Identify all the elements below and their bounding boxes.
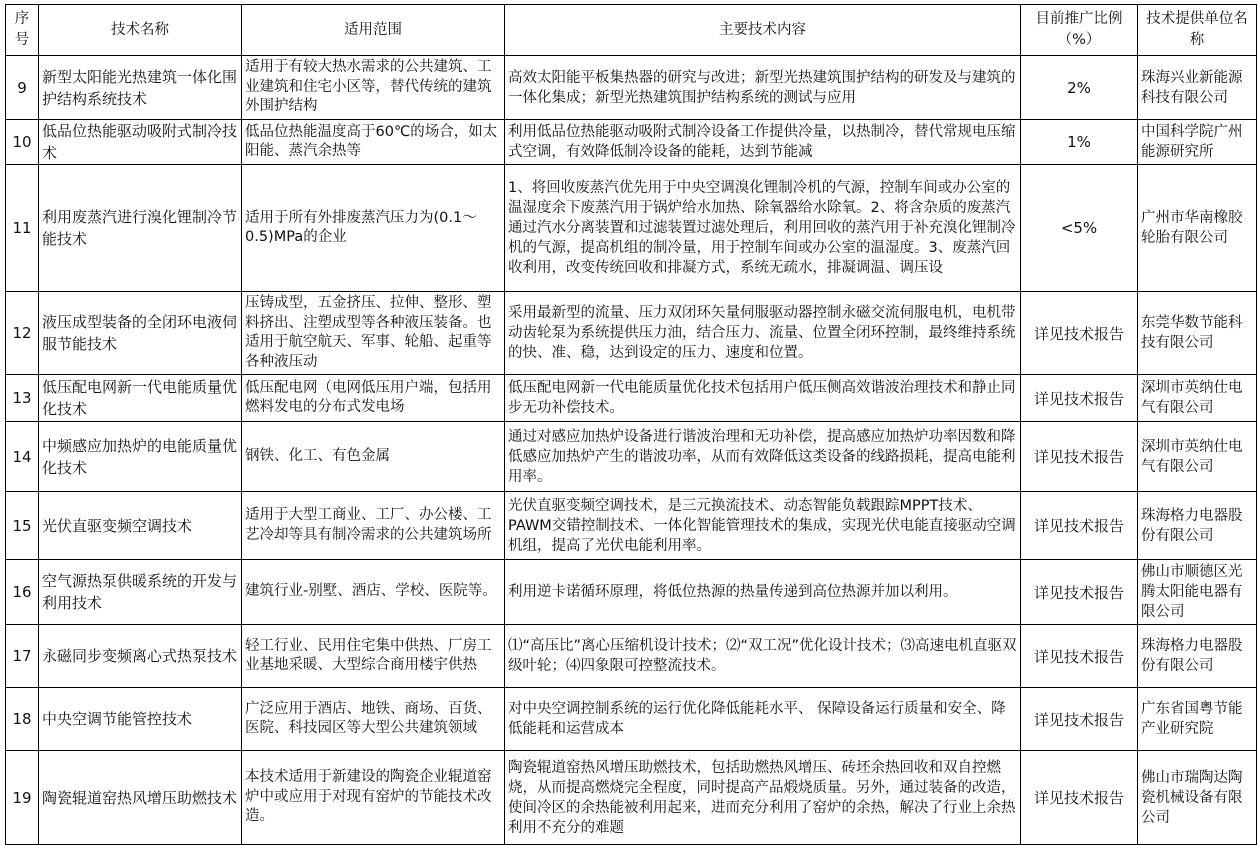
cell-content: 对中央空调控制系统的运行优化降低能耗水平、 保障设备运行质量和安全、降低能耗和运营成本 xyxy=(505,688,1021,751)
cell-content: 高效太阳能平板集热器的研究与改进；新型光热建筑围护结构的研发及与建筑的一体化集成；新型光热建筑围护结构系统的测试与应用 xyxy=(505,56,1021,120)
cell-unit: 中国科学院广州能源研究所 xyxy=(1138,120,1257,165)
cell-unit: 深圳市英纳仕电气有限公司 xyxy=(1138,375,1257,422)
table-row xyxy=(6,165,1257,292)
cell-content: 利用低品位热能驱动吸附式制冷设备工作提供冷量，以热制冷，替代常规电压缩式空调，有效降低制冷设备的能耗，达到节能减 xyxy=(505,120,1021,165)
cell-content: 陶瓷辊道窑热风增压助燃技术，包括助燃热风增压、砖坯余热回收和双自控燃烧，从而提高燃烧完全程度，同时提高产品煅烧质量。另外，通过装备的改造，使间冷区的余热能被利用起来，进而充分利用了窑炉的余热，解决了行业上余热利用不充分的难题 xyxy=(505,751,1021,845)
cell-content: 低压配电网新一代电能质量优化技术包括用户低压侧高效谐波治理技术和静止同步无功补偿技术。 xyxy=(505,375,1021,422)
cell-ratio: 详见技术报告 xyxy=(1021,688,1138,751)
cell-seq: 16 xyxy=(6,560,39,625)
cell-scope: 本技术适用于新建设的陶瓷企业辊道窑炉中或应用于对现有窑炉的节能技术改造。 xyxy=(242,751,505,845)
cell-seq: 14 xyxy=(6,422,39,492)
header-unit: 技术提供单位名称 xyxy=(1138,5,1257,56)
cell-unit: 广州市华南橡胶轮胎有限公司 xyxy=(1138,165,1257,292)
table-row xyxy=(6,688,1257,751)
cell-name: 陶瓷辊道窑热风增压助燃技术 xyxy=(39,751,242,845)
cell-seq: 9 xyxy=(6,56,39,120)
cell-seq: 19 xyxy=(6,751,39,845)
cell-unit: 深圳市英纳仕电气有限公司 xyxy=(1138,422,1257,492)
cell-ratio: 详见技术报告 xyxy=(1021,422,1138,492)
table-body xyxy=(6,56,1257,845)
cell-name: 永磁同步变频离心式热泵技术 xyxy=(39,625,242,688)
table-row xyxy=(6,292,1257,375)
cell-scope: 适用于大型工商业、工厂、办公楼、工艺冷却等具有制冷需求的公共建筑场所 xyxy=(242,492,505,560)
cell-name: 液压成型装备的全闭环电液伺服节能技术 xyxy=(39,292,242,375)
cell-ratio: 详见技术报告 xyxy=(1021,375,1138,422)
table-row xyxy=(6,625,1257,688)
cell-scope: 适用于所有外排废蒸汽压力为(0.1～0.5)MPa的企业 xyxy=(242,165,505,292)
cell-seq: 18 xyxy=(6,688,39,751)
cell-unit: 珠海格力电器股份有限公司 xyxy=(1138,492,1257,560)
cell-content: 通过对感应加热炉设备进行谐波治理和无功补偿，提高感应加热炉功率因数和降低感应加热炉产生的谐波功率，从而有效降低这类设备的线路损耗，提高电能利用率。 xyxy=(505,422,1021,492)
cell-ratio: 2% xyxy=(1021,56,1138,120)
cell-seq: 17 xyxy=(6,625,39,688)
cell-unit: 佛山市瑞陶达陶瓷机械设备有限公司 xyxy=(1138,751,1257,845)
header-seq: 序号 xyxy=(6,5,39,56)
technology-table xyxy=(5,4,1257,845)
cell-name: 利用废蒸汽进行溴化锂制冷节能技术 xyxy=(39,165,242,292)
cell-ratio: 1% xyxy=(1021,120,1138,165)
cell-name: 中频感应加热炉的电能质量优化技术 xyxy=(39,422,242,492)
header-scope: 适用范围 xyxy=(242,5,505,56)
cell-ratio: 详见技术报告 xyxy=(1021,292,1138,375)
cell-seq: 12 xyxy=(6,292,39,375)
cell-name: 低压配电网新一代电能质量优化技术 xyxy=(39,375,242,422)
cell-scope: 压铸成型，五金挤压、拉伸、整形、塑料挤出、注塑成型等各种液压装备。也适用于航空航天、军事、轮船、起重等各种液压动 xyxy=(242,292,505,375)
cell-name: 光伏直驱变频空调技术 xyxy=(39,492,242,560)
header-name: 技术名称 xyxy=(39,5,242,56)
cell-scope: 钢铁、化工、有色金属 xyxy=(242,422,505,492)
header-content: 主要技术内容 xyxy=(505,5,1021,56)
cell-ratio: 详见技术报告 xyxy=(1021,560,1138,625)
table-header xyxy=(6,5,1257,56)
cell-content: ⑴“高压比”离心压缩机设计技术；⑵“双工况”优化设计技术；⑶高速电机直驱双级叶轮；⑷四象限可控整流技术。 xyxy=(505,625,1021,688)
cell-name: 低品位热能驱动吸附式制冷技术 xyxy=(39,120,242,165)
cell-unit: 广东省国粤节能产业研究院 xyxy=(1138,688,1257,751)
cell-scope: 低压配电网（电网低压用户端，包括用燃料发电的分布式发电场 xyxy=(242,375,505,422)
table-row xyxy=(6,56,1257,120)
cell-ratio: 详见技术报告 xyxy=(1021,625,1138,688)
table-row xyxy=(6,751,1257,845)
cell-content: 光伏直驱变频空调技术，是三元换流技术、动态智能负载跟踪MPPT技术、PAWM交错控制技术、一体化智能管理技术的集成，实现光伏电能直接驱动空调机组，提高了光伏电能利用率。 xyxy=(505,492,1021,560)
cell-seq: 15 xyxy=(6,492,39,560)
cell-scope: 低品位热能温度高于60℃的场合，如太阳能、蒸汽余热等 xyxy=(242,120,505,165)
cell-scope: 广泛应用于酒店、地铁、商场、百货、医院、科技园区等大型公共建筑领域 xyxy=(242,688,505,751)
cell-seq: 11 xyxy=(6,165,39,292)
table-row xyxy=(6,120,1257,165)
cell-unit: 佛山市顺德区光腾太阳能电器有限公司 xyxy=(1138,560,1257,625)
cell-unit: 东莞华数节能科技有限公司 xyxy=(1138,292,1257,375)
cell-content: 采用最新型的流量、压力双闭环矢量伺服驱动器控制永磁交流伺服电机，电机带动齿轮泵为系统提供压力油，结合压力、流量、位置全闭环控制，最终维持系统的快、准、稳，达到设定的压力、速度和位置。 xyxy=(505,292,1021,375)
table-row xyxy=(6,492,1257,560)
cell-name: 新型太阳能光热建筑一体化围护结构系统技术 xyxy=(39,56,242,120)
cell-seq: 10 xyxy=(6,120,39,165)
cell-ratio: 详见技术报告 xyxy=(1021,751,1138,845)
table-row xyxy=(6,375,1257,422)
header-ratio: 目前推广比例（%） xyxy=(1021,5,1138,56)
cell-content: 利用逆卡诺循环原理，将低位热源的热量传递到高位热源并加以利用。 xyxy=(505,560,1021,625)
cell-ratio: 详见技术报告 xyxy=(1021,492,1138,560)
cell-scope: 轻工行业、民用住宅集中供热、厂房工业基地采暖、大型综合商用楼宇供热 xyxy=(242,625,505,688)
cell-ratio: <5% xyxy=(1021,165,1138,292)
cell-content: 1、将回收废蒸汽优先用于中央空调溴化锂制冷机的气源，控制车间或办公室的温湿度余下废蒸汽用于锅炉给水加热、除氧器给水除氧。2、将含杂质的废蒸汽通过汽水分离装置和过滤装置过滤处理后，利用回收的蒸汽用于补充溴化锂制冷机的气源，提高机组的制冷量，用于控制车间或办公室的温湿度。3、废蒸汽回收利用，改变传统回收和排凝方式，系统无疏水，排凝调温、调压设 xyxy=(505,165,1021,292)
cell-seq: 13 xyxy=(6,375,39,422)
cell-name: 中央空调节能管控技术 xyxy=(39,688,242,751)
cell-scope: 建筑行业-别墅、酒店、学校、医院等。 xyxy=(242,560,505,625)
cell-unit: 珠海兴业新能源科技有限公司 xyxy=(1138,56,1257,120)
table-row xyxy=(6,560,1257,625)
cell-scope: 适用于有较大热水需求的公共建筑、工业建筑和住宅小区等，替代传统的建筑外围护结构 xyxy=(242,56,505,120)
cell-unit: 珠海格力电器股份有限公司 xyxy=(1138,625,1257,688)
cell-name: 空气源热泵供暖系统的开发与利用技术 xyxy=(39,560,242,625)
table-row xyxy=(6,422,1257,492)
